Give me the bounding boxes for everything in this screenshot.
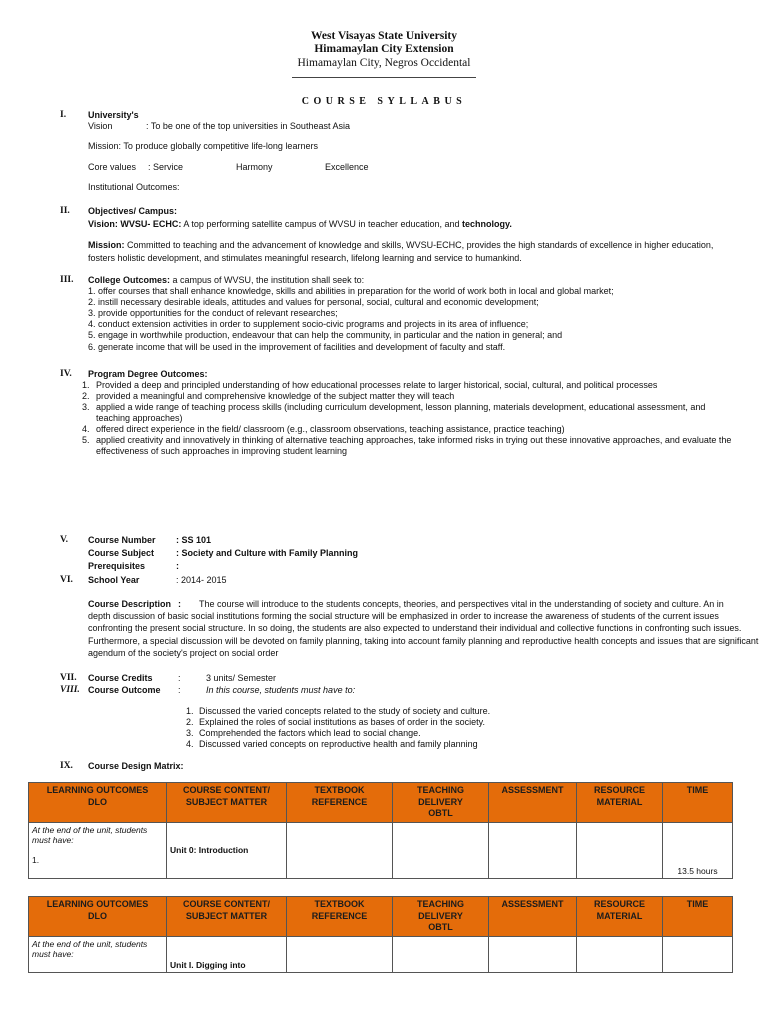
core-value-service: : Service [148, 162, 184, 172]
course-description-line5: agendum of the society's project on social order [88, 648, 279, 658]
prerequisites-value: : [176, 561, 179, 571]
pdo-1-num: 1. [82, 380, 90, 390]
time-value: 13.5 hours [677, 865, 718, 876]
college-outcome-1: 1. offer courses that shall enhance knowledge, skills and abilities in preparation for the world of work both in local and global market; [88, 286, 614, 296]
header-course-content: COURSE CONTENT/ SUBJECT MATTER [167, 783, 287, 823]
section-1-heading: University's [88, 110, 139, 120]
core-values-label: Core values [88, 162, 137, 172]
campus-vision [88, 219, 512, 230]
college-outcome-4: 4. conduct extension activities in order to supplement socio-civic programs and projects in its area of influence; [88, 319, 529, 329]
dlo-intro: At the end of the unit, students must have: [32, 824, 148, 845]
course-description-line4: Furthermore, a special discussion will be devoted on family planning, taking into account family planning and reproductive health concepts and issues that are significant [88, 636, 759, 646]
header-textbook: TEXTBOOK REFERENCE [287, 897, 393, 937]
campus-mission-line1 [88, 240, 713, 251]
campus-mission-line2: fosters holistic development, and stimulates meaningful research, lifelong learning and service to humankind. [88, 253, 522, 263]
header-resource: RESOURCE MATERIAL [577, 783, 663, 823]
outcome-1-text: Discussed the varied concepts related to the study of society and culture. [199, 706, 491, 716]
textbook-cell [287, 936, 393, 972]
school-year-label: School Year [88, 575, 140, 585]
core-value-excellence: Excellence [325, 162, 369, 172]
header-time: TIME [663, 783, 733, 823]
table-row [29, 822, 733, 878]
teaching-cell [393, 936, 489, 972]
outcome-2-text: Explained the roles of social institutions as bases of order in the society. [199, 717, 485, 727]
outcome-2-num: 2. [186, 717, 194, 727]
course-credits-colon: : [178, 673, 181, 683]
header-teaching-delivery: TEACHING DELIVERY OBTL [393, 897, 489, 937]
college-outcome-5: 5. engage in worthwhile production, endeavour that can help the community, in particular and the nation in general; and [88, 330, 563, 340]
campus-name: Himamaylan City Extension [314, 43, 454, 55]
course-description-colon: : [178, 599, 181, 609]
document-title: COURSE SYLLABUS [301, 96, 467, 107]
section-3-number: III. [60, 275, 74, 285]
time-cell [663, 822, 733, 878]
college-outcome-3: 3. provide opportunities for the conduct of relevant researches; [88, 308, 338, 318]
content-cell [167, 822, 287, 878]
prerequisites-label: Prerequisites [88, 561, 146, 571]
header-course-content: COURSE CONTENT/ SUBJECT MATTER [167, 897, 287, 937]
course-credits-value: 3 units/ Semester [206, 673, 277, 683]
header-time: TIME [663, 897, 733, 937]
course-subject-label: Course Subject [88, 548, 155, 558]
core-value-harmony: Harmony [236, 162, 273, 172]
time-cell [663, 936, 733, 972]
header-learning-outcomes: LEARNING OUTCOMES DLO [29, 897, 167, 937]
pdo-2-text: provided a meaningful and comprehensive knowledge of the subject matter they will teach [96, 391, 455, 401]
university-name: West Visayas State University [311, 30, 457, 42]
college-outcome-2: 2. instill necessary desirable ideals, attitudes and values for personal, social, cultural and economic development; [88, 297, 539, 307]
vision-text: : To be one of the top universities in Southeast Asia [146, 121, 350, 131]
institutional-outcomes: Institutional Outcomes: [88, 182, 180, 192]
course-outcome-label: Course Outcome [88, 685, 161, 695]
pdo-2-num: 2. [82, 391, 90, 401]
section-1-number: I. [60, 110, 67, 120]
course-description-label: Course Description [88, 599, 172, 609]
course-number-label: Course Number [88, 535, 156, 545]
table-row [29, 936, 733, 972]
course-outcome-colon: : [178, 685, 181, 695]
pdo-3-text-cont: teaching approaches) [96, 413, 183, 423]
college-outcome-6: 6. generate income that will be used in the improvement of facilities and development of faculty and staff. [88, 342, 506, 352]
pdo-3-num: 3. [82, 402, 90, 412]
campus-vision-text: A top performing satellite campus of WVSU in teacher education, and [183, 219, 463, 229]
campus-address: Himamaylan City, Negros Occidental [297, 57, 471, 69]
pdo-5-num: 5. [82, 435, 90, 445]
outcome-3-text: Comprehended the factors which lead to social change. [199, 728, 421, 738]
header-resource: RESOURCE MATERIAL [577, 897, 663, 937]
course-design-heading: Course Design Matrix: [88, 761, 184, 771]
outcome-3-num: 3. [186, 728, 194, 738]
assessment-cell [489, 822, 577, 878]
outcome-4-text: Discussed varied concepts on reproductive health and family planning [199, 739, 478, 749]
course-design-table-2 [28, 896, 733, 973]
header-teaching-delivery: TEACHING DELIVERY OBTL [393, 783, 489, 823]
section-3-intro: a campus of WVSU, the institution shall seek to: [170, 275, 365, 285]
course-subject-value: : Society and Culture with Family Planning [176, 548, 359, 558]
course-outcome-value: In this course, students must have to: [206, 685, 356, 695]
resource-cell [577, 936, 663, 972]
mission-text: Mission: To produce globally competitive life-long learners [88, 141, 318, 151]
pdo-1-text: Provided a deep and principled understanding of how educational processes relate to larger historical, social, cultural, and political processes [96, 380, 658, 390]
section-4-heading: Program Degree Outcomes: [88, 369, 208, 379]
pdo-4-num: 4. [82, 424, 90, 434]
content-unit-0: Unit 0: Introduction [170, 845, 249, 855]
section-3-heading-line [88, 275, 364, 286]
teaching-cell [393, 822, 489, 878]
textbook-cell [287, 822, 393, 878]
header-learning-outcomes: LEARNING OUTCOMES DLO [29, 783, 167, 823]
resource-cell [577, 822, 663, 878]
section-4-number: IV. [60, 369, 72, 379]
section-5-number: V. [60, 535, 69, 545]
course-design-table-1 [28, 782, 733, 879]
pdo-5-text-cont: effectiveness of such approaches in improving student learning [96, 446, 347, 456]
course-number-value: : SS 101 [176, 535, 212, 545]
table-1-header-row [29, 783, 733, 823]
section-9-number: IX. [60, 761, 73, 771]
content-cell [167, 936, 287, 972]
school-year-value: : 2014- 2015 [176, 575, 227, 585]
header-assessment: ASSESSMENT [489, 897, 577, 937]
content-unit-1: Unit I. Digging into [170, 959, 246, 970]
dlo-cell [29, 936, 167, 972]
campus-vision-bold: technology. [462, 219, 512, 229]
section-2-number: II. [60, 206, 70, 216]
dlo-intro: At the end of the unit, students must have: [32, 938, 148, 959]
vision-label: Vision [88, 121, 113, 131]
pdo-3-text: applied a wide range of teaching process skills (including curriculum development, lesson planning, materials development, educational assessment, and [96, 402, 706, 412]
dlo-cell [29, 822, 167, 878]
section-6-number: VI. [60, 575, 73, 585]
course-description-line3: confronting the present social structure. In so doing, the students are also expected to understand their individual and collective functions in confronting such issues. [88, 623, 742, 633]
header-textbook: TEXTBOOK REFERENCE [287, 783, 393, 823]
table-2-header-row [29, 897, 733, 937]
course-description-line2: depth discussion of basic social institutions forming the social structure will be emphasized in order to increase the awareness of students of the current issues [88, 611, 719, 621]
assessment-cell [489, 936, 577, 972]
campus-mission-text: Committed to teaching and the advancement of knowledge and skills, WVSU-ECHC, provides the high standards of excellence in higher education, [124, 240, 714, 250]
header-divider [292, 77, 476, 78]
section-8-number: VIII. [60, 685, 80, 695]
header-assessment: ASSESSMENT [489, 783, 577, 823]
dlo-item: 1. [32, 854, 40, 865]
campus-mission-label: Mission: [88, 240, 125, 250]
pdo-5-text: applied creativity and innovatively in thinking of alternative teaching approaches, take informed risks in trying out these innovative approaches, and evaluate the [96, 435, 732, 445]
course-description-line1: The course will introduce to the students concepts, theories, and perspectives vital in the understanding of society and culture. An in [199, 599, 724, 609]
campus-vision-label: Vision: WVSU- ECHC: [88, 219, 182, 229]
pdo-4-text: offered direct experience in the field/ classroom (e.g., classroom observations, teaching assistance, practice teaching) [96, 424, 565, 434]
section-2-heading: Objectives/ Campus: [88, 206, 178, 216]
section-3-heading: College Outcomes: [88, 275, 171, 285]
outcome-1-num: 1. [186, 706, 194, 716]
course-credits-label: Course Credits [88, 673, 153, 683]
outcome-4-num: 4. [186, 739, 194, 749]
section-7-number: VII. [60, 673, 77, 683]
